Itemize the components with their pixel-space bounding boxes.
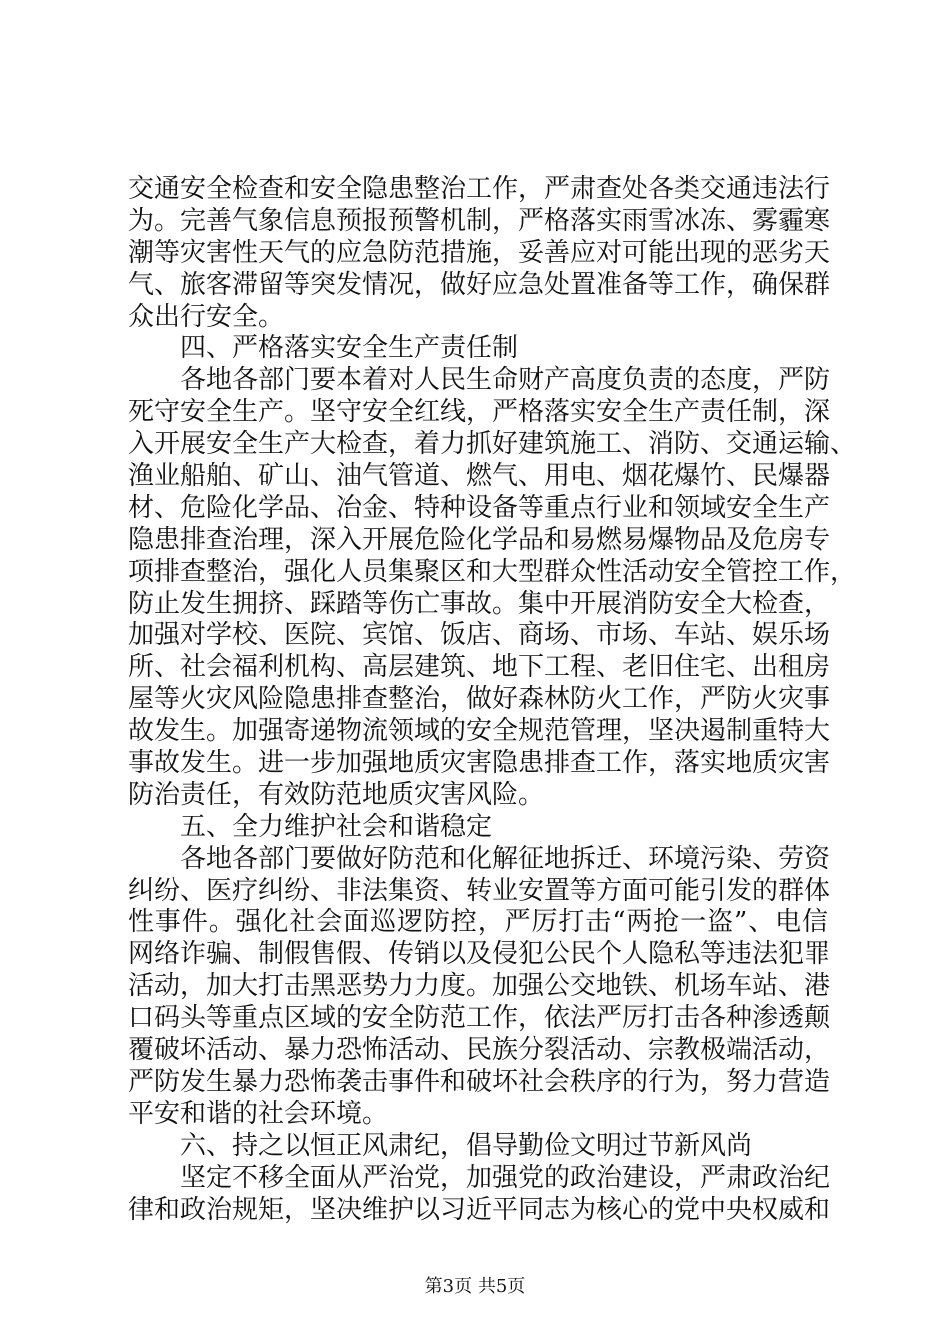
text-line: 交通安全检查和安全隐患整治工作，严肃查处各类交通违法行: [128, 174, 831, 204]
text-line: 所、社会福利机构、高层建筑、地下工程、老旧住宅、出租房: [128, 652, 831, 683]
section-heading: 四、严格落实安全生产责任制: [180, 333, 519, 364]
text-line: 材、危险化学品、冶金、特种设备等重点行业和领域安全生产: [128, 492, 831, 523]
text-line: 性事件。强化社会面巡逻防控，严厉打击“两抢一盗”、电信: [128, 907, 828, 938]
text-line: 隐患排查治理，深入开展危险化学品和易燃易爆物品及危房专: [128, 524, 831, 555]
text-line: 死守安全生产。坚守安全红线，严格落实安全生产责任制，深: [128, 397, 831, 428]
text-line: 坚定不移全面从严治党，加强党的政治建设，严肃政治纪: [180, 1162, 831, 1193]
text-line: 众出行安全。: [128, 301, 285, 332]
text-line: 各地各部门要做好防范和化解征地拆迁、环境污染、劳资: [180, 843, 831, 874]
text-line: 气、旅客滞留等突发情况，做好应急处置准备等工作，确保群: [128, 269, 831, 300]
text-line: 渔业船舶、矿山、油气管道、燃气、用电、烟花爆竹、民爆器: [128, 461, 831, 492]
text-line: 项排查整治，强化人员集聚区和大型群众性活动安全管控工作，: [128, 556, 857, 587]
text-line: 潮等灾害性天气的应急防范措施，妥善应对可能出现的恶劣天: [128, 237, 831, 268]
text-line: 加强对学校、医院、宾馆、饭店、商场、市场、车站、娱乐场: [128, 620, 831, 651]
text-line: 为。完善气象信息预报预警机制，严格落实雨雪冰冻、雾霾寒: [128, 205, 831, 236]
text-line: 纠纷、医疗纠纷、非法集资、转业安置等方面可能引发的群体: [128, 875, 831, 906]
text-line: 各地各部门要本着对人民生命财产高度负责的态度，严防: [180, 365, 831, 396]
section-heading: 五、全力维护社会和谐稳定: [180, 811, 493, 842]
text-line: 防治责任，有效防范地质灾害风险。: [128, 779, 545, 810]
text-line: 严防发生暴力恐怖袭击事件和破坏社会秩序的行为，努力营造: [128, 1066, 831, 1097]
section-heading: 六、持之以恒正风肃纪，倡导勤俭文明过节新风尚: [180, 1130, 753, 1161]
text-line: 故发生。加强寄递物流领域的安全规范管理，坚决遏制重特大: [128, 716, 831, 747]
text-line: 平安和谐的社会环境。: [128, 1098, 389, 1129]
page-footer: 第3页 共5页: [424, 1276, 526, 1297]
text-line: 入开展安全生产大检查，着力抓好建筑施工、消防、交通运输、: [128, 429, 857, 460]
text-line: 覆破坏活动、暴力恐怖活动、民族分裂活动、宗教极端活动，: [128, 1035, 831, 1066]
text-line: 律和政治规矩，坚决维护以习近平同志为核心的党中央权威和: [128, 1194, 831, 1225]
text-line: 口码头等重点区域的安全防范工作，依法严厉打击各种渗透颠: [128, 1003, 831, 1034]
text-line: 活动，加大打击黑恶势力力度。加强公交地铁、机场车站、港: [128, 971, 831, 1002]
text-line: 屋等火灾风险隐患排查整治，做好森林防火工作，严防火灾事: [128, 684, 831, 715]
text-line: 防止发生拥挤、踩踏等伤亡事故。集中开展消防安全大检查，: [128, 588, 831, 619]
document-body: [128, 174, 857, 1226]
text-line: 事故发生。进一步加强地质灾害隐患排查工作，落实地质灾害: [128, 748, 831, 779]
text-line: 网络诈骗、制假售假、传销以及侵犯公民个人隐私等违法犯罪: [128, 939, 831, 970]
